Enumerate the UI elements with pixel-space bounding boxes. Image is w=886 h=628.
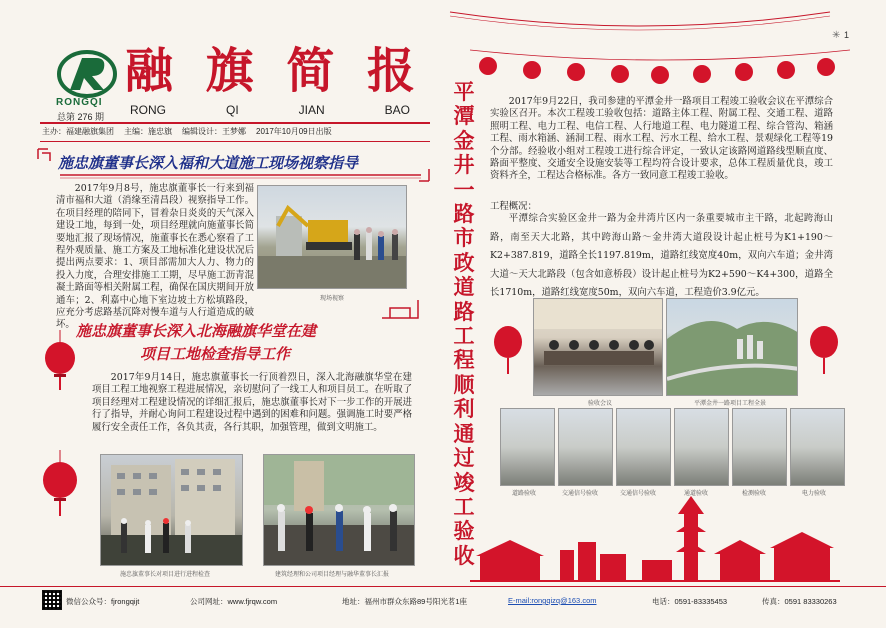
- vertical-title-char: 一: [453, 176, 475, 202]
- vertical-title-char: 金: [453, 127, 475, 153]
- rongqi-logo-icon: [56, 48, 118, 98]
- title-char: 融: [125, 43, 174, 99]
- overview-paragraph: 平潭综合实验区金井一路为金井湾片区内一条重要城市主干路，北起跨海山路，南至天大北路，其中跨海山路～金井湾大道段设计起止桩号为K1+190～K2+387.819，道路全长1197.819m，道路红线宽度40m，双向六车道；金井湾大道～天大北路段（包含如意桥段）设计起止桩号为K2+590～K4+300，道路全长1710m，道路红线宽度50m，双向六车道，工程造价3.9亿元。: [490, 213, 833, 299]
- vertical-title-char: 井: [453, 152, 475, 178]
- article1-body: [56, 183, 254, 332]
- masthead-pinyin: [130, 103, 410, 117]
- phone-text: 电话：0591-83335453: [652, 597, 728, 606]
- vertical-title-char: 通: [453, 420, 475, 446]
- article2-paragraph: 2017年9月14日，施忠旗董事长一行顶着烈日，深入北海融旗华堂在建项目工程工地视察工程进展情况，亲切慰问了一线工人和项目员工。在听取了项目经理对工程建设情况的详细汇报后，施忠旗董事长对下一步工作的开展进行了指导，并耐心询问工程建设过程中遇到的困难和问题。强调施工时要严格履行安全责任工作，各负其责，各行其职，加强管理，做到文明施工。: [92, 372, 412, 433]
- article3-vertical-title: [451, 80, 477, 568]
- snowflake-icon: ✳: [832, 30, 841, 41]
- pinyin-word: QI: [225, 103, 239, 117]
- vertical-title-char: 工: [453, 323, 475, 349]
- lantern-decor: [806, 318, 842, 398]
- photo-caption: 交通信号验收: [562, 491, 599, 497]
- footer: [0, 590, 886, 620]
- overview-label: 工程概况：: [490, 201, 537, 212]
- photo-caption: 验收会议: [588, 401, 613, 407]
- fax-text: 传真：0591 83330263: [762, 597, 837, 606]
- pinyin-word: JIAN: [298, 103, 325, 117]
- host-text: 主办：福建融旗集团: [42, 127, 114, 136]
- photo-caption: 检测验收: [742, 491, 767, 497]
- title-char: 简: [286, 43, 335, 99]
- tunnel-acceptance-photo: [674, 408, 729, 486]
- photo-caption: 交通信号验收: [620, 491, 657, 497]
- photo-caption: 电力验收: [802, 491, 827, 497]
- article3-body: [490, 96, 833, 183]
- vertical-title-char: 程: [453, 347, 475, 373]
- vertical-title-char: 收: [453, 542, 475, 568]
- photo-caption: 通道验收: [684, 491, 709, 497]
- article2-headline-line2: 项目工地检查指导工作: [140, 345, 291, 363]
- title-char: 报: [366, 43, 415, 99]
- photo-caption: 平潭金井一路项目工程全景: [694, 401, 767, 407]
- vertical-title-char: 政: [453, 249, 475, 275]
- masthead-infobar: [42, 126, 428, 140]
- project-panorama-photo: [666, 298, 798, 396]
- building-inspection-photo: [100, 454, 243, 566]
- site-inspection-photo: [257, 185, 407, 289]
- acceptance-meeting-photo: [533, 298, 663, 396]
- excavator-scene: [258, 186, 407, 289]
- editor-text: 主编：施忠旗: [124, 127, 172, 136]
- email-link[interactable]: E-mail:rongqizq@163.com: [508, 596, 597, 605]
- lantern-garland: [470, 40, 850, 90]
- photo-caption: 建筑经理和公司项目经理与融华董事长汇报: [275, 572, 390, 578]
- road-acceptance-photo: [500, 408, 555, 486]
- vertical-title-char: 市: [453, 225, 475, 251]
- date-text: 2017年10月09日出版: [256, 127, 332, 136]
- lattice-decor: [380, 296, 420, 320]
- lantern-decor: [490, 318, 526, 398]
- website-text[interactable]: 公司网址：www.fjrqw.com: [190, 597, 278, 606]
- vertical-title-char: 工: [453, 493, 475, 519]
- signal-acceptance-photo: [558, 408, 613, 486]
- briefing-scene: [264, 455, 415, 566]
- masthead-rule: [40, 122, 430, 124]
- designer-text: 编辑设计：王梦娜: [182, 127, 246, 136]
- article2-body: [92, 372, 412, 434]
- article2-headline-line1: 施忠旗董事长深入北海融旗华堂在建: [76, 322, 317, 340]
- vertical-title-char: 过: [453, 445, 475, 471]
- vertical-title-char: 潭: [453, 103, 475, 129]
- vertical-title-char: 路: [453, 201, 475, 227]
- photo-caption: 道路验收: [512, 491, 537, 497]
- vertical-title-char: 竣: [453, 469, 475, 495]
- pinyin-word: RONG: [130, 103, 166, 117]
- vertical-title-char: 顺: [453, 371, 475, 397]
- power-acceptance-photo: [790, 408, 845, 486]
- address-text: 地址：福州市群众东路89号阳光茗1座: [342, 597, 468, 606]
- footer-rule: [0, 586, 886, 587]
- vertical-title-char: 验: [453, 518, 475, 544]
- skyline-decor: [470, 496, 840, 584]
- article3-paragraph: 2017年9月22日，我司参建的平潭金井一路项目工程竣工验收会议在平潭综合实验区召开。本次工程竣工验收包括：道路主体工程、附属工程、交通工程、道路照明工程、电力工程、电信工程、人行地道工程、电力隧道工程、综合管沟、箱涵工程、雨水箱涵、涵洞工程、雨水工程、污水工程、给水工程、景观绿化工程等19个分部。经验收小组对工程竣工进行综合评定，一致认定该路网道路线型顺直度、路面平整度、交通安全设施安装等工程均符合设计要求，总体工程质量优良，竣工资料齐全，工程达合格标准。各方一致同意工程竣工验收。: [490, 96, 833, 182]
- signal-acceptance-photo: [616, 408, 671, 486]
- meeting-scene: [534, 299, 663, 396]
- site-briefing-photo: [263, 454, 415, 566]
- vertical-title-char: 道: [453, 274, 475, 300]
- article1-paragraph: 2017年9月8号，施忠旗董事长一行来到福清市福和大道（消缘至清昌段）视察指导工作。在项目经理的陪同下，冒着杂日炎炎的天气深入建设工地，每到一处，项目经理就向施董事长简要地汇报了现场情况，施董事长在悉心察看了工程外观质量、施工方案及工地标准化建设状况后提出两点要求：1、项目部需加大人力、物力的投入力度，合理安排施工工期，尽早施工沥青混凝土路面等相关附属工程，确保在国庆期间开放通车；2、利嘉中心地下室边坡土方松填路段，应充分考虑路基沉降对慢车道与人行道造成的破坏。: [56, 183, 254, 331]
- logo-wordmark: RONGQI: [56, 97, 103, 108]
- panorama-scene: [667, 299, 798, 396]
- issue-number: 总第 276 期: [57, 112, 105, 122]
- pinyin-word: BAO: [384, 103, 410, 117]
- infobar-rule: [40, 141, 430, 142]
- wechat-text: 微信公众号：fjrongqijt: [66, 597, 140, 606]
- vertical-title-char: 路: [453, 298, 475, 324]
- photo-caption: 现场视察: [320, 296, 345, 302]
- article1-headline: 施忠旗董事长深入福和大道施工现场视察指导: [58, 154, 359, 172]
- vertical-title-char: 平: [453, 79, 475, 104]
- building-scene: [101, 455, 243, 566]
- photo-caption: 施忠旗董事长对项目进行进程检查: [120, 572, 211, 578]
- lantern-decor: [40, 330, 80, 550]
- page-number: 1: [844, 30, 850, 40]
- masthead-title: [125, 42, 415, 100]
- overview-body: [490, 210, 833, 303]
- title-char: 旗: [205, 43, 254, 99]
- testing-acceptance-photo: [732, 408, 787, 486]
- vertical-title-char: 利: [453, 396, 475, 422]
